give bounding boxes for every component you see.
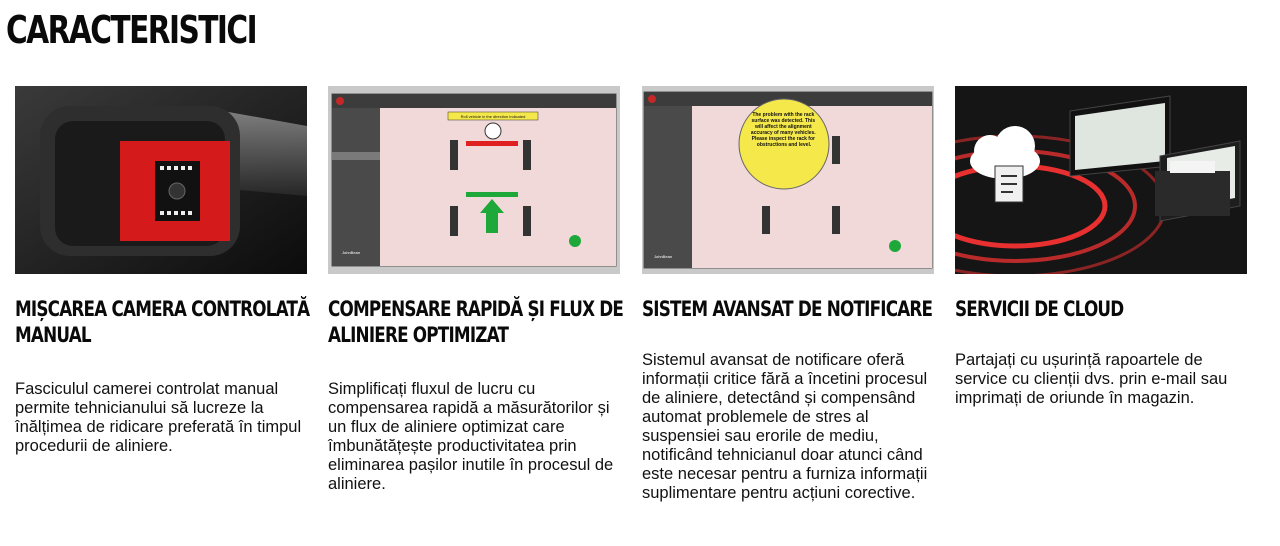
page-title: CARACTERISTICI bbox=[6, 8, 257, 52]
feature-card-cloud bbox=[955, 86, 1248, 407]
screen-warning: The problem with the rack surface was detected. This will affect the alignment accuracy of many vehicles. Please inspect the rack for obstructions and level. bbox=[750, 112, 816, 148]
feature-card-compensation bbox=[328, 86, 624, 493]
feature-card-notification bbox=[642, 86, 935, 502]
feature-description: Simplificați fluxul de lucru cu compensarea rapidă a măsurătorilor și un flux de aliniere optimizat care îmbunătățește productivitatea prin eliminarea pașilor inutile în procesul de aliniere. bbox=[328, 380, 614, 493]
feature-title: SISTEM AVANSAT DE NOTIFICARE bbox=[642, 297, 933, 321]
feature-description: Sistemul avansat de notificare oferă informații critice fără a încetini procesul de aliniere, detectând și compensând automat problemele de stres al suspensiei sau erorile de mediu, notificând tehnicianul doar atunci când este necesar pentru a furniza informații suplimentare pentru acțiuni corective. bbox=[642, 351, 928, 502]
feature-description: Fasciculul camerei controlat manual permite tehnicianului să lucreze la înălțimea de ridicare preferată în timpul procedurii de aliniere. bbox=[15, 380, 302, 455]
feature-card-camera bbox=[15, 86, 310, 455]
screen-brand: JohnBean bbox=[654, 254, 673, 259]
cloud-services-image bbox=[955, 86, 1247, 274]
feature-description: Partajați cu ușurință rapoartele de service cu clienții dvs. prin e-mail sau imprimați de oriunde în magazin. bbox=[955, 351, 1228, 407]
notification-screen-image bbox=[642, 86, 934, 274]
feature-title: MIȘCAREA CAMERA CONTROLATĂ MANUAL bbox=[15, 297, 310, 347]
alignment-screen-image bbox=[328, 86, 620, 274]
feature-title: COMPENSARE RAPIDĂ ȘI FLUX DE ALINIERE OPTIMIZAT bbox=[328, 297, 624, 347]
screen-brand: JohnBean bbox=[342, 250, 361, 255]
camera-module-image bbox=[15, 86, 307, 274]
screen-banner: Roll vehicle in the direction indicated bbox=[460, 114, 526, 119]
feature-title: SERVICII DE CLOUD bbox=[955, 297, 1124, 321]
